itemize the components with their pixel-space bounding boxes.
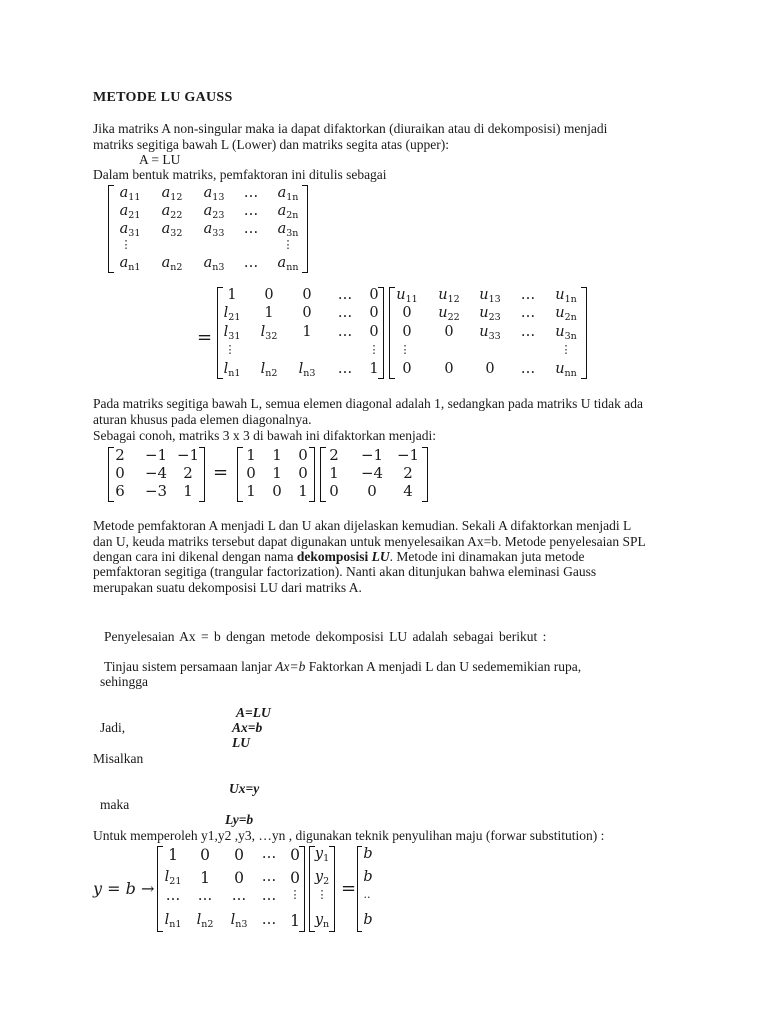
example-u-cell: −4 [360, 464, 384, 482]
eq-ly-b: Ly=b [225, 812, 254, 827]
equals-sign: = [197, 327, 213, 348]
jadi-text: Jadi, [100, 720, 126, 735]
example-l-cell: 0 [298, 446, 308, 464]
tinjau-line: Tinjau sistem persamaan lanjar Ax=b Faktorkan A menjadi L dan U sedememikian rupa, [104, 659, 582, 674]
matrix-l-general: 1 0 0 … 0 $l_{21}$ 1 0 … 0 $l_{31}$ $l_{32}$ 1 … 0 ⋮ ⋮ $l_{n1}$ $l_{n2}$ $l_{n3}$ … 1 [217, 287, 384, 379]
example-l-cell: 0 [272, 482, 282, 500]
maka-text: maka [100, 797, 130, 812]
example-a-cell: −1 [144, 446, 168, 464]
example-a-cell: −3 [144, 482, 168, 500]
example-u-cell: −1 [396, 446, 420, 464]
untuk-line: Untuk memperoleh y1,y2 ,y3, …yn , digunakan teknik penyulihan maju (forwar substitution) : [93, 828, 605, 843]
final-equals: = [341, 878, 357, 899]
eq-ax-b: Ax=b [232, 720, 263, 735]
intro-equation: A = LU [139, 152, 181, 167]
para3-line-2: dan U, keuda matriks tersebut dapat digunakan untuk menyelesaikan Ax=b. Metode penyelesaian SPL [93, 534, 646, 549]
example-a-cell: 2 [183, 464, 193, 482]
eq-a-lu: A=LU [236, 705, 271, 720]
misalkan-text: Misalkan [93, 751, 144, 766]
para2-line-1: Pada matriks segitiga bawah L, semua elemen diagonal adalah 1, sedangkan pada matriks U tidak ada [93, 396, 643, 411]
para3-line-1: Metode pemfaktoran A menjadi L dan U akan dijelaskan kemudian. Sekali A difaktorkan menjadi L [93, 518, 632, 533]
matrix-a-general: $a_{11}$ $a_{12}$ $a_{13}$ … $a_{1n}$ $a_{21}$ $a_{22}$ $a_{23}$ … $a_{2n}$ $a_{31}$ $a_{32}$ $a_{33}$ … $a_{3n}$ ⋮ ⋮ $a_{n1}$ $a_{n2}$ $a_{n3}$ … $a_{nn}$ [108, 185, 308, 273]
example-matrix-u [320, 447, 428, 502]
example-l-cell: 1 [272, 464, 282, 482]
para3-line-4: pemfaktoran segitiga (trangular factorization). Nanti akan ditunjukan bahwa eleminasi Gauss [93, 564, 597, 579]
example-a-cell: 2 [115, 446, 125, 464]
para3-line-5: merupakan suatu dekomposisi LU dari matriks A. [93, 580, 362, 595]
vector-b: b b .. b [357, 846, 375, 932]
matrix-u-general: $u_{11}$ $u_{12}$ $u_{13}$ … $u_{1n}$ 0 $u_{22}$ $u_{23}$ … $u_{2n}$ 0 0 $u_{33}$ … $u_{3n}$ ⋮ ⋮ 0 0 0 … $u_{nn}$ [389, 287, 587, 379]
sehingga-text: sehingga [100, 674, 148, 689]
example-u-cell: 2 [403, 464, 413, 482]
intro-line-3: Dalam bentuk matriks, pemfaktoran ini ditulis sebagai [93, 167, 387, 182]
example-l-cell: 1 [272, 446, 282, 464]
example-l-cell: 1 [246, 482, 256, 500]
intro-line-2: matriks segitiga bawah L (Lower) dan matriks segita atas (upper): [93, 137, 450, 152]
example-l-cell: 1 [246, 446, 256, 464]
example-u-cell: 2 [329, 446, 339, 464]
eq-ux-y: Ux=y [229, 781, 260, 796]
example-l-cell: 0 [246, 464, 256, 482]
example-matrix-l [237, 447, 315, 502]
example-u-cell: 4 [403, 482, 413, 500]
example-matrix-a [108, 447, 205, 502]
example-u-cell: 0 [329, 482, 339, 500]
example-u-cell: 1 [329, 464, 339, 482]
page-title: METODE LU GAUSS [93, 90, 233, 105]
intro-line-1: Jika matriks A non-singular maka ia dapat difaktorkan (diuraikan atau di dekomposisi) menjadi [93, 121, 608, 136]
example-l-cell: 0 [298, 464, 308, 482]
vector-y: $y_1$ $y_2$ ⋮ $y_n$ [309, 846, 335, 932]
example-u-cell: 0 [367, 482, 377, 500]
example-l-cell: 1 [298, 482, 308, 500]
para2-line-3: Sebagai conoh, matriks 3 x 3 di bawah ini difaktorkan menjadi: [93, 428, 437, 443]
example-a-cell: 1 [183, 482, 193, 500]
example-u-cell: −1 [360, 446, 384, 464]
example-a-cell: −4 [144, 464, 168, 482]
example-equals: = [213, 462, 229, 483]
example-a-cell: 6 [115, 482, 125, 500]
para3-line-3: dengan cara ini dikenal dengan nama dekomposisi LU. Metode ini dinamakan juta metode [93, 549, 585, 564]
solve-line-1: Penyelesaian Ax = b dengan metode dekomposisi LU adalah sebagai berikut : [104, 629, 547, 644]
matrix-l-final: 1 0 0 … 0 $l_{21}$ 1 0 … 0 … … … … ⋮ $l_{n1}$ $l_{n2}$ $l_{n3}$ … 1 [157, 846, 305, 932]
para2-line-2: aturan khusus pada elemen diagonalnya. [93, 412, 312, 427]
final-lhs: y = b → [93, 879, 155, 898]
eq-lu: LU [232, 735, 250, 750]
example-a-cell: 0 [115, 464, 125, 482]
example-a-cell: −1 [176, 446, 200, 464]
